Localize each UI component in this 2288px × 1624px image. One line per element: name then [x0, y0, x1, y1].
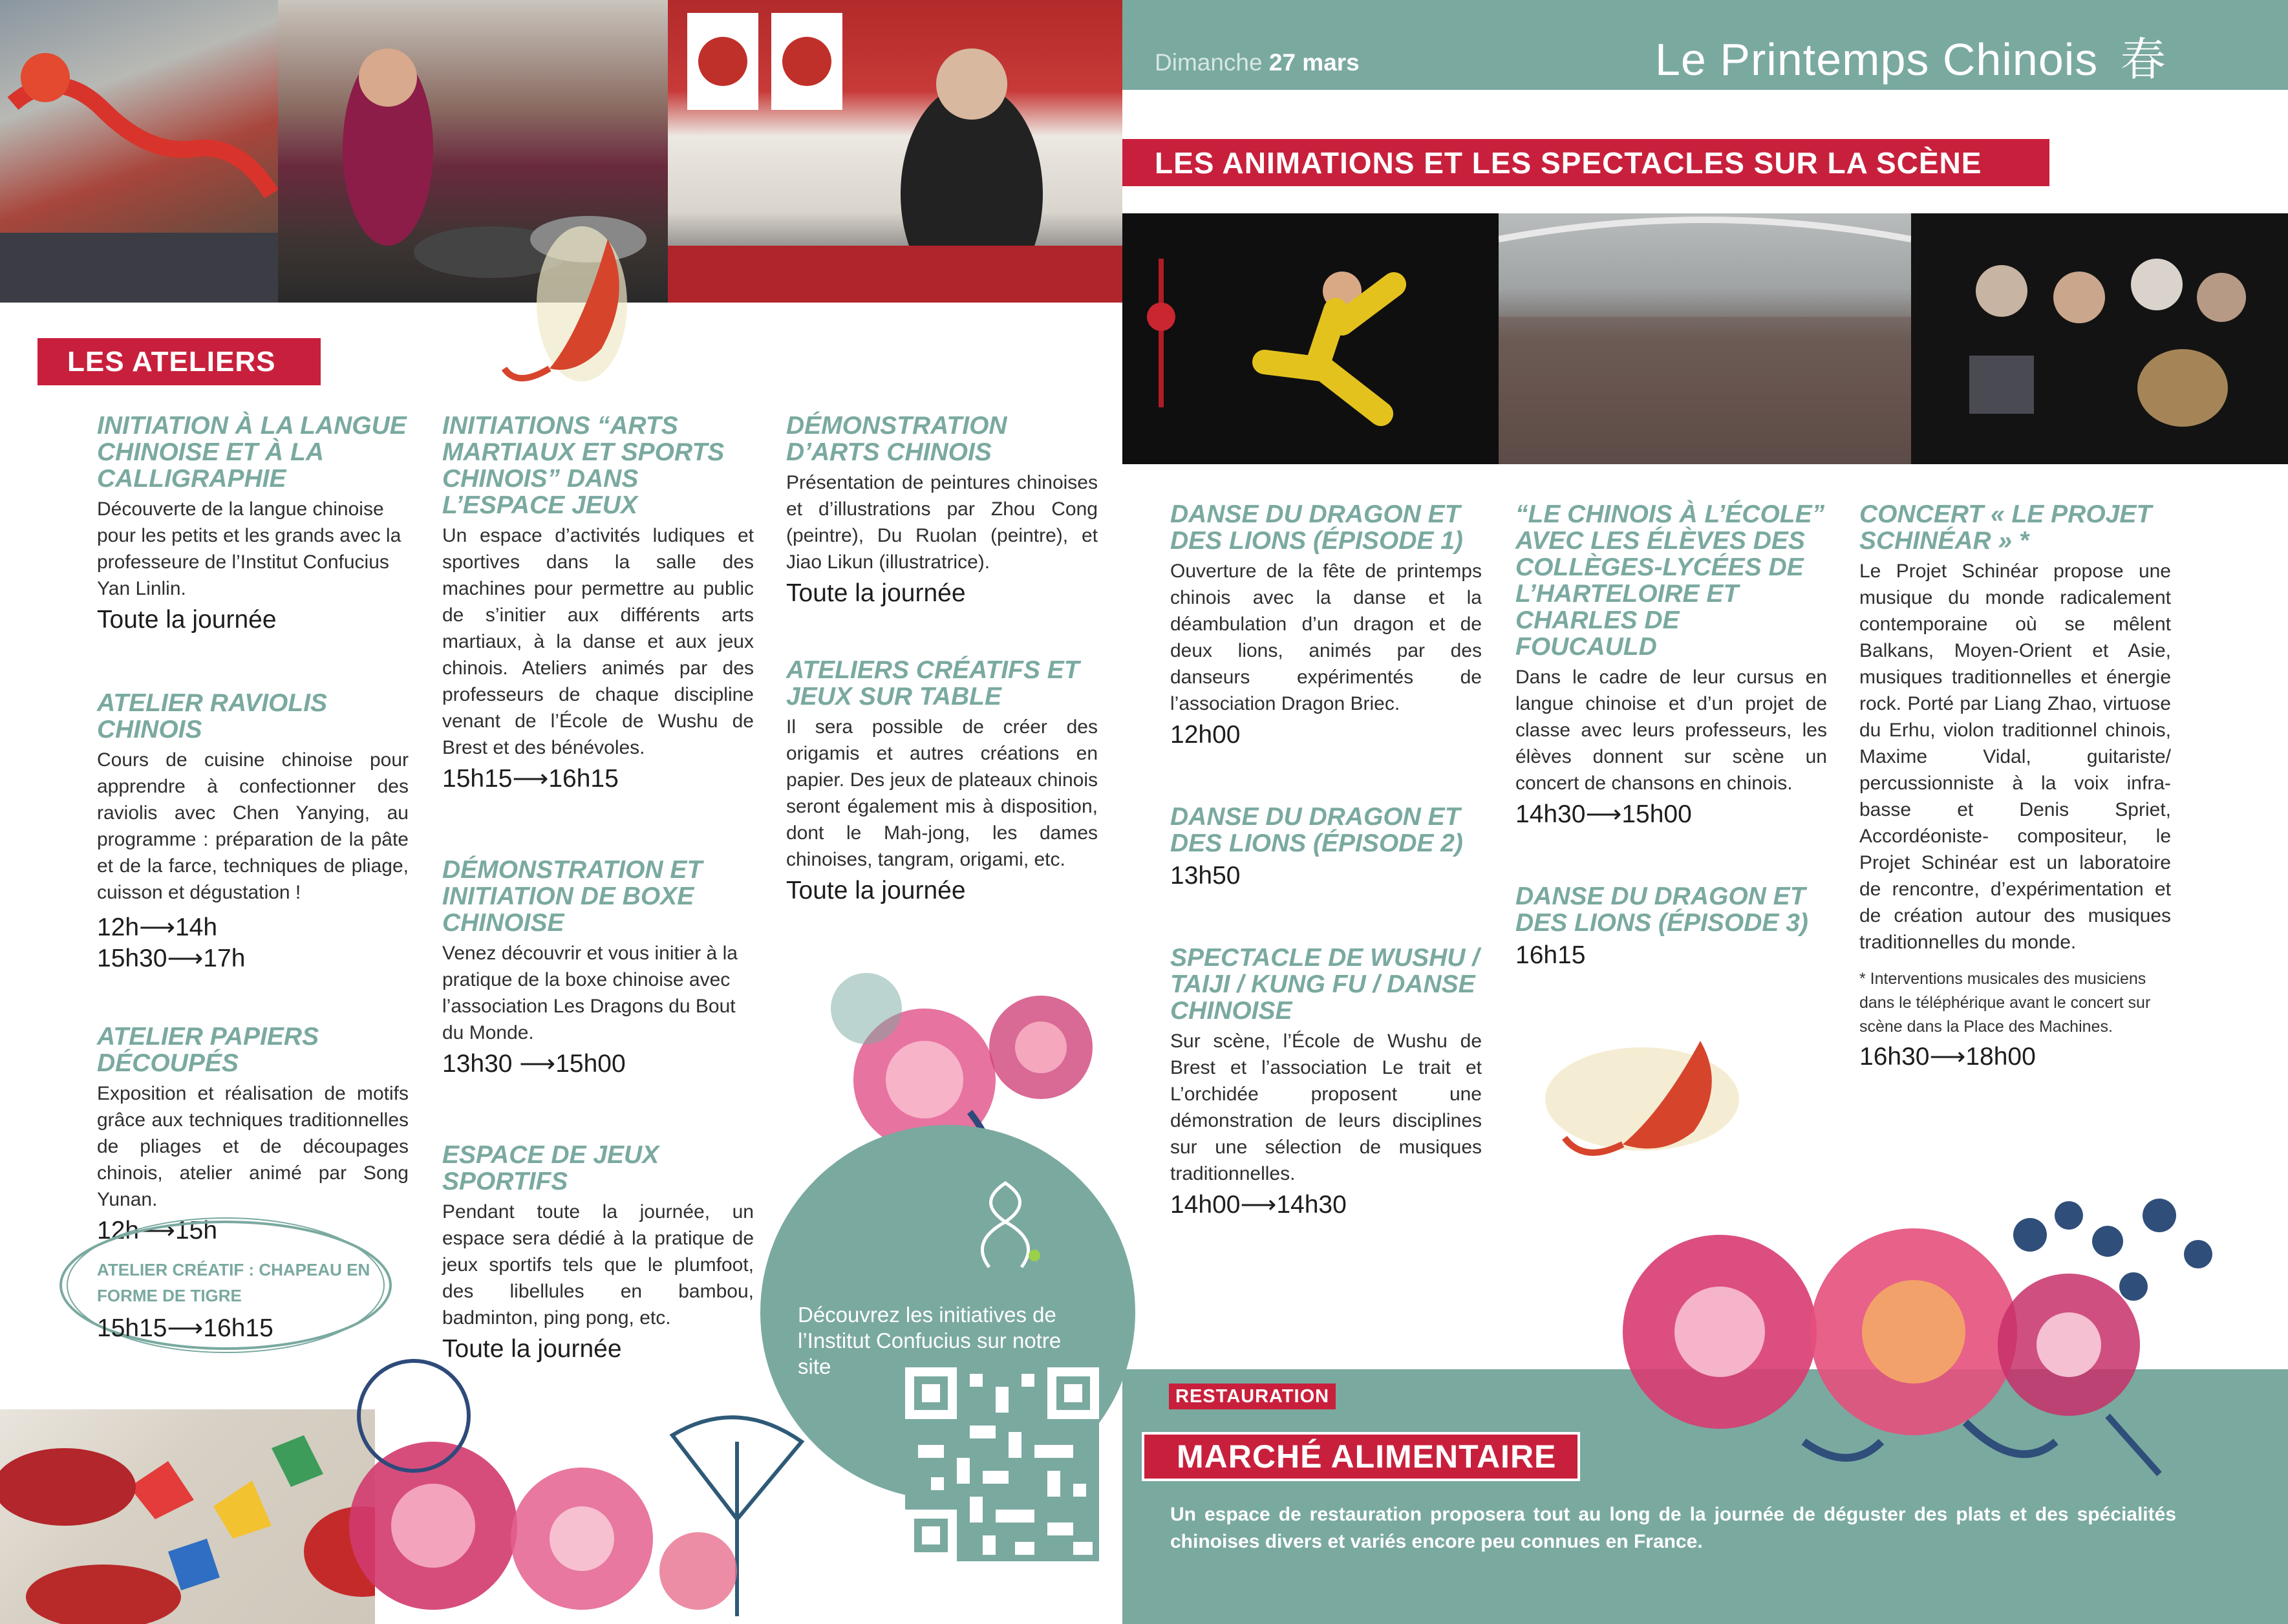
- atelier-time: 12h⟶14h 15h30⟶17h: [97, 914, 246, 972]
- atelier-time: Toute la journée: [442, 1335, 622, 1363]
- scene-item: [1515, 883, 1827, 971]
- atelier-time: Toute la journée: [786, 877, 966, 904]
- qr-code-graphic: [905, 1367, 1099, 1561]
- atelier-description: Pendant toute la journée, un espace sera dédié à la pratique de jeux sportifs tels que le plumfoot, des libellules en bambou, badminton, ping pong, etc.: [442, 1201, 754, 1329]
- photo-musicians: [1911, 213, 2288, 464]
- atelier-description: Cours de cuisine chinoise pour apprendre à confectionner des raviolis avec Chen Yanying, au programme : préparation de la pâte et de la farce, techniques de pliage, cuisson et dégustation !: [97, 749, 409, 903]
- scene-note: * Interventions musicales des musiciens dans le téléphérique avant le concert sur scène dans la Place des Machines.: [1859, 970, 2151, 1036]
- atelier-title: ATELIER PAPIERS DÉCOUPÉS: [97, 1023, 319, 1077]
- photo-audience-crowd: [1499, 213, 1911, 464]
- header-date-rest: 27 mars: [1268, 49, 1360, 76]
- atelier-time: Toute la journée: [786, 579, 966, 607]
- scene-time: 14h30⟶15h00: [1515, 800, 1692, 828]
- qr-code[interactable]: [905, 1367, 1099, 1561]
- restauration-tag: RESTAURATION: [1169, 1384, 1336, 1409]
- atelier-description: Il sera possible de créer des origamis et autres créations en papier. Des jeux de plateaux chinois seront également mis à disposition, dont le Mah-jong, les dames chinoises, tangram, origami, etc.: [786, 716, 1098, 870]
- scene-title: DANSE DU DRAGON ET DES LIONS (ÉPISODE 3): [1515, 882, 1808, 937]
- header-date-day: Dimanche: [1155, 49, 1263, 76]
- special-atelier: [97, 1257, 381, 1343]
- atelier-item: [442, 412, 754, 795]
- atelier-item: [442, 1142, 754, 1365]
- section-heading-ateliers: LES ATELIERS: [37, 338, 321, 385]
- header-date: [1155, 49, 1360, 76]
- restauration-description: Un espace de restauration proposera tout au long de la journée de déguster des plats et des spécialités chinoises divers et variés encore peu connues en France.: [1170, 1504, 2176, 1552]
- atelier-description: Venez découvrir et vous initier à la pratique de la boxe chinoise avec l’association Les Dragons du Bout du Monde.: [442, 943, 738, 1043]
- atelier-description: Exposition et réalisation de motifs grâce aux techniques traditionnelles de pliages et de découpages chinois, atelier animé par Song Yunan.: [97, 1083, 409, 1210]
- photo-kung-fu-child: [1122, 213, 1499, 464]
- atelier-item: [786, 412, 1098, 609]
- atelier-title: ESPACE DE JEUX SPORTIFS: [442, 1141, 659, 1195]
- knot-icon: [963, 1177, 1047, 1274]
- scene-time: 16h30⟶18h00: [1859, 1043, 2036, 1071]
- scene-title: CONCERT « LE PROJET SCHINÉAR » *: [1859, 500, 2152, 555]
- atelier-time: 13h30 ⟶15h00: [442, 1050, 626, 1078]
- scene-description: Le Projet Schinéar propose une musique du monde radicalement contemporaine où se mêlent Balkans, Moyen-Orient et Asie, musiques traditionnelles et énergie rock. Porté par Liang Zhao, virtuose du Erhu, violon traditionnel chinois, Maxime Vidal, guitariste/ percussionniste à la voix infra-basse et Denis Spriet, Accordéoniste- compositeur, le Projet Schinéar est un laboratoire de rencontre, d’expérimentation et de création autour des musiques traditionnelles du monde.: [1859, 561, 2171, 953]
- scene-time: 14h00⟶14h30: [1170, 1191, 1347, 1219]
- scene-time: 12h00: [1170, 721, 1241, 749]
- confucius-text: Découvrez les initiatives de l’Institut Confucius sur notre site: [798, 1303, 1062, 1378]
- scene-description: Dans le cadre de leur cursus en langue chinoise et d’un projet de classe avec leurs professeurs, les élèves donnent sur scène un concert de chansons en chinois.: [1515, 667, 1827, 794]
- brand-title: Le Printemps Chinois: [1655, 34, 2099, 85]
- peony-bouquet-illustration: [1577, 1138, 2263, 1500]
- atelier-description: Découverte de la langue chinoise pour les petits et les grands avec la professeure de l’Institut Confucius Yan Linlin.: [97, 498, 401, 599]
- special-atelier-title: ATELIER CRÉATIF : CHAPEAU EN FORME DE TIGRE: [97, 1260, 370, 1305]
- atelier-title: DÉMONSTRATION ET INITIATION DE BOXE CHINOISE: [442, 856, 703, 937]
- scene-column-3: [1859, 501, 2171, 1126]
- section-heading-scene: LES ANIMATIONS ET LES SPECTACLES SUR LA SCÈNE: [1122, 139, 2049, 186]
- atelier-title: DÉMONSTRATION D’ARTS CHINOIS: [786, 412, 1007, 466]
- scene-column-2: [1515, 501, 1827, 1024]
- ateliers-column-2: [442, 412, 754, 1418]
- atelier-description: Présentation de peintures chinoises et d’illustrations par Zhou Cong (peintre), Du Ruolan (peintre), et Jiao Likun (illustratrice).: [786, 472, 1098, 573]
- atelier-title: INITIATION À LA LANGUE CHINOISE ET À LA CALLIGRAPHIE: [97, 412, 407, 493]
- photo-dragon-hall: [0, 0, 278, 303]
- atelier-item: [97, 690, 409, 974]
- brand-glyph: 春: [2120, 34, 2166, 85]
- scene-item: [1170, 501, 1482, 751]
- atelier-time: 15h15⟶16h15: [442, 765, 619, 793]
- scene-item: [1170, 945, 1482, 1221]
- scene-item: [1859, 501, 2171, 1073]
- atelier-time: 12h⟶15h: [97, 1217, 218, 1245]
- scene-description: Sur scène, l’École de Wushu de Brest et l’association Le trait et L’orchidée proposent une démonstration de leurs disciplines sur une sélection de musiques traditionnelles.: [1170, 1031, 1482, 1184]
- koi-fish-illustration: [478, 213, 672, 407]
- ateliers-column-1: [97, 412, 409, 1266]
- photo-origami-table: [0, 1409, 375, 1624]
- scene-title: SPECTACLE DE WUSHU / TAIJI / KUNG FU / DANSE CHINOISE: [1170, 944, 1480, 1025]
- scene-title: DANSE DU DRAGON ET DES LIONS (ÉPISODE 2): [1170, 803, 1463, 857]
- section-heading-marche: MARCHÉ ALIMENTAIRE: [1142, 1432, 1580, 1481]
- scene-time: 13h50: [1170, 862, 1241, 890]
- scene-column-1: [1170, 501, 1482, 1274]
- scene-time: 16h15: [1515, 941, 1586, 969]
- atelier-item: [786, 657, 1098, 906]
- scene-title: “LE CHINOIS À L’ÉCOLE” AVEC LES ÉLÈVES DES COLLÈGES-LYCÉES DE L’HARTELOIRE ET CHARLES DE FOUCAULD: [1515, 500, 1825, 661]
- photo-paper-cutting: [668, 0, 1122, 303]
- atelier-description: Un espace d’activités ludiques et sportives dans la salle des machines pour permettre au public de s’initier aux différents arts martiaux, à la danse et aux jeux chinois. Ateliers animés par des professeurs de chaque discipline venant de l’École de Wushu de Brest et des bénévoles.: [442, 525, 754, 758]
- atelier-title: ATELIERS CRÉATIFS ET JEUX SUR TABLE: [786, 656, 1080, 710]
- scene-item: [1515, 501, 1827, 830]
- atelier-item: [97, 412, 409, 636]
- atelier-item: [97, 1023, 409, 1246]
- scene-title: DANSE DU DRAGON ET DES LIONS (ÉPISODE 1): [1170, 500, 1463, 555]
- atelier-title: INITIATIONS “ARTS MARTIAUX ET SPORTS CHINOIS” DANS L’ESPACE JEUX: [442, 412, 725, 519]
- scene-description: Ouverture de la fête de printemps chinois avec la danse et la déambulation d’un dragon et de deux lions, animés par des danseurs expérimentés de l’association Dragon Briec.: [1170, 561, 1482, 714]
- bottom-flowers-illustration: [336, 1358, 905, 1624]
- atelier-time: Toute la journée: [97, 606, 277, 634]
- special-atelier-time: 15h15⟶16h15: [97, 1314, 273, 1342]
- ateliers-column-3: [786, 412, 1098, 959]
- atelier-title: ATELIER RAVIOLIS CHINOIS: [97, 689, 328, 743]
- atelier-item: [442, 857, 754, 1080]
- scene-item: [1170, 804, 1482, 892]
- header-brand: [1655, 34, 2166, 85]
